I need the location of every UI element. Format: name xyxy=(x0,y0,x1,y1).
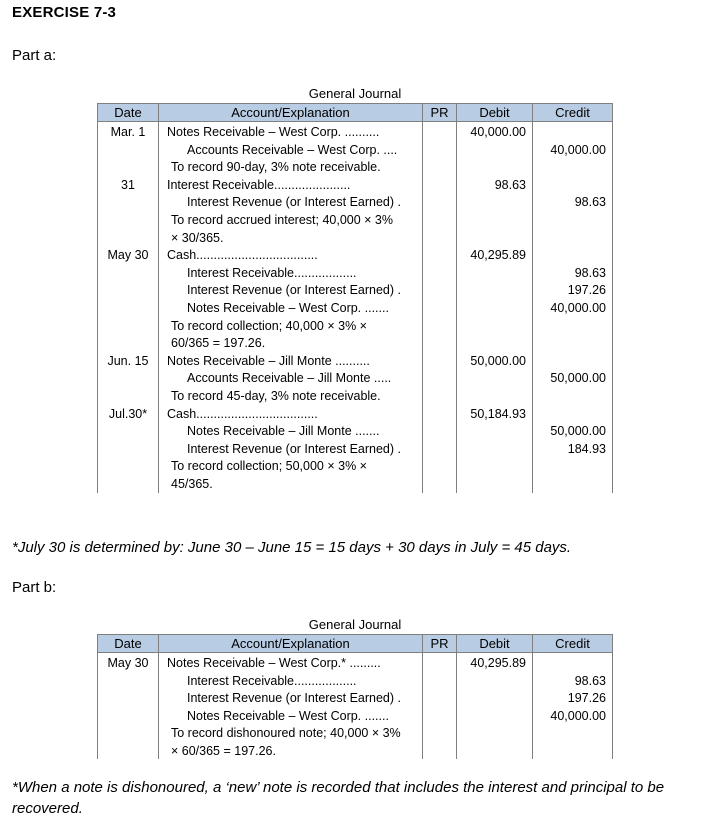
row-account: Notes Receivable – Jill Monte ....... xyxy=(187,424,380,439)
row-account: Interest Revenue (or Interest Earned) . xyxy=(187,195,401,210)
part-a-footnote: *July 30 is determined by: June 30 – June 15 = 15 days + 30 days in July = 45 days. xyxy=(12,539,572,556)
header-date: Date xyxy=(97,635,159,652)
row-credit xyxy=(533,230,612,247)
row-credit xyxy=(533,212,612,229)
row-credit xyxy=(533,655,612,672)
row-credit xyxy=(533,124,612,141)
row-date xyxy=(98,318,158,335)
row-date: Mar. 1 xyxy=(110,125,146,139)
row-date xyxy=(98,388,158,405)
row-date xyxy=(98,142,158,159)
row-credit xyxy=(533,318,612,335)
row-debit: 40,295.89 xyxy=(470,656,526,670)
header-credit: Credit xyxy=(533,635,613,652)
row-date xyxy=(98,743,158,760)
journal-header xyxy=(97,103,613,122)
row-credit xyxy=(533,725,612,742)
row-debit xyxy=(457,388,532,405)
journal-body xyxy=(97,653,613,759)
row-date: Jun. 15 xyxy=(107,353,149,368)
row-credit xyxy=(533,406,612,423)
row-account: Interest Revenue (or Interest Earned) . xyxy=(187,691,401,706)
row-debit xyxy=(457,690,532,707)
row-date xyxy=(98,476,158,493)
row-date xyxy=(98,708,158,725)
header-credit: Credit xyxy=(533,104,613,121)
row-credit: 197.26 xyxy=(567,283,606,298)
row-debit xyxy=(457,318,532,335)
row-debit xyxy=(457,743,532,760)
row-date xyxy=(98,194,158,211)
row-debit: 98.63 xyxy=(494,177,526,192)
row-debit xyxy=(457,673,532,690)
row-debit xyxy=(457,708,532,725)
row-date xyxy=(98,690,158,707)
pr-column xyxy=(423,122,457,493)
general-journal-part-a xyxy=(97,84,613,493)
row-debit xyxy=(457,265,532,282)
row-credit: 40,000.00 xyxy=(550,301,606,315)
row-date xyxy=(98,423,158,440)
row-date xyxy=(98,370,158,387)
row-debit xyxy=(457,212,532,229)
row-debit xyxy=(457,423,532,440)
general-journal-part-b xyxy=(97,615,613,759)
row-credit xyxy=(533,743,612,760)
row-account: Interest Receivable.................. xyxy=(187,673,357,688)
row-debit xyxy=(457,458,532,475)
row-credit xyxy=(533,159,612,176)
journal-title: General Journal xyxy=(308,617,402,632)
pr-column xyxy=(423,653,457,759)
row-debit xyxy=(457,282,532,299)
row-debit xyxy=(457,142,532,159)
row-credit xyxy=(533,247,612,264)
part-b-label: Part b: xyxy=(12,579,57,596)
row-account: Cash................................... xyxy=(167,406,318,421)
row-account: Notes Receivable – West Corp. ....... xyxy=(187,301,389,315)
part-a-label: Part a: xyxy=(12,47,57,64)
row-date xyxy=(98,458,158,475)
row-credit: 197.26 xyxy=(567,691,606,706)
row-credit: 50,000.00 xyxy=(550,371,606,386)
credit-column xyxy=(533,122,613,493)
row-explanation: To record collection; 50,000 × 3% × xyxy=(171,459,367,474)
exercise-title: EXERCISE 7-3 xyxy=(12,4,117,21)
row-debit: 50,000.00 xyxy=(470,353,526,368)
header-pr: PR xyxy=(423,104,457,121)
row-date xyxy=(98,673,158,690)
row-credit: 98.63 xyxy=(574,673,606,688)
row-credit xyxy=(533,476,612,493)
journal-title: General Journal xyxy=(308,86,402,101)
row-debit xyxy=(457,230,532,247)
row-credit xyxy=(533,335,612,352)
row-credit xyxy=(533,177,612,194)
row-credit: 98.63 xyxy=(574,195,606,210)
row-account: Interest Revenue (or Interest Earned) . xyxy=(187,283,401,298)
row-debit xyxy=(457,476,532,493)
row-account: Notes Receivable – West Corp. ....... xyxy=(187,708,389,723)
account-column xyxy=(159,653,423,759)
row-debit: 40,295.89 xyxy=(470,248,526,263)
row-account: Notes Receivable – West Corp.* ......... xyxy=(167,656,381,670)
row-date xyxy=(98,159,158,176)
row-debit xyxy=(457,370,532,387)
row-date xyxy=(98,212,158,229)
row-explanation: To record 90-day, 3% note receivable. xyxy=(171,160,381,175)
account-column xyxy=(159,122,423,493)
header-date: Date xyxy=(97,104,159,121)
row-account: Accounts Receivable – Jill Monte ..... xyxy=(187,371,392,386)
row-explanation: To record accrued interest; 40,000 × 3% xyxy=(171,213,394,227)
part-b-footnote: *When a note is dishonoured, a ‘new’ note is recorded that includes the interest and principal to be recovered. xyxy=(12,779,665,817)
row-debit xyxy=(457,194,532,211)
date-column xyxy=(97,122,159,493)
header-debit: Debit xyxy=(457,104,533,121)
row-explanation: To record dishonoured note; 40,000 × 3% xyxy=(171,726,401,741)
row-debit: 50,184.93 xyxy=(470,406,526,421)
journal-body xyxy=(97,122,613,493)
row-credit: 98.63 xyxy=(574,265,606,280)
row-debit xyxy=(457,159,532,176)
row-debit: 40,000.00 xyxy=(470,125,526,139)
row-debit xyxy=(457,300,532,317)
row-explanation: × 60/365 = 197.26. xyxy=(171,744,276,758)
credit-column xyxy=(533,653,613,759)
row-credit: 40,000.00 xyxy=(550,142,606,157)
row-credit: 184.93 xyxy=(567,441,606,456)
row-date xyxy=(98,725,158,742)
debit-column xyxy=(457,122,533,493)
row-debit xyxy=(457,335,532,352)
row-date: 31 xyxy=(121,177,135,192)
date-column xyxy=(97,653,159,759)
row-date: May 30 xyxy=(107,656,149,670)
row-account: Interest Revenue (or Interest Earned) . xyxy=(187,441,401,456)
row-credit xyxy=(533,353,612,370)
row-account: Interest Receivable...................... xyxy=(167,177,351,192)
row-date xyxy=(98,300,158,317)
header-account: Account/Explanation xyxy=(159,104,423,121)
header-debit: Debit xyxy=(457,635,533,652)
row-explanation: × 30/365. xyxy=(171,230,224,245)
row-explanation: To record collection; 40,000 × 3% × xyxy=(171,318,367,333)
row-credit: 40,000.00 xyxy=(550,708,606,723)
row-account: Notes Receivable – Jill Monte .......... xyxy=(167,353,370,368)
row-credit xyxy=(533,458,612,475)
row-debit xyxy=(457,725,532,742)
row-credit: 50,000.00 xyxy=(550,424,606,439)
row-account: Interest Receivable.................. xyxy=(187,265,357,280)
row-credit xyxy=(533,388,612,405)
row-account: Notes Receivable – West Corp. .......... xyxy=(167,125,380,139)
row-explanation: 60/365 = 197.26. xyxy=(171,336,266,351)
row-date xyxy=(98,265,158,282)
row-date xyxy=(98,441,158,458)
debit-column xyxy=(457,653,533,759)
row-account: Accounts Receivable – West Corp. .... xyxy=(187,142,398,157)
row-explanation: 45/365. xyxy=(171,477,213,491)
header-account: Account/Explanation xyxy=(159,635,423,652)
row-debit xyxy=(457,441,532,458)
row-date: Jul.30* xyxy=(108,406,148,421)
row-date xyxy=(98,282,158,299)
row-date xyxy=(98,335,158,352)
row-account: Cash................................... xyxy=(167,248,318,263)
header-pr: PR xyxy=(423,635,457,652)
row-explanation: To record 45-day, 3% note receivable. xyxy=(171,389,381,403)
row-date xyxy=(98,230,158,247)
row-date: May 30 xyxy=(107,248,149,263)
journal-header xyxy=(97,634,613,653)
